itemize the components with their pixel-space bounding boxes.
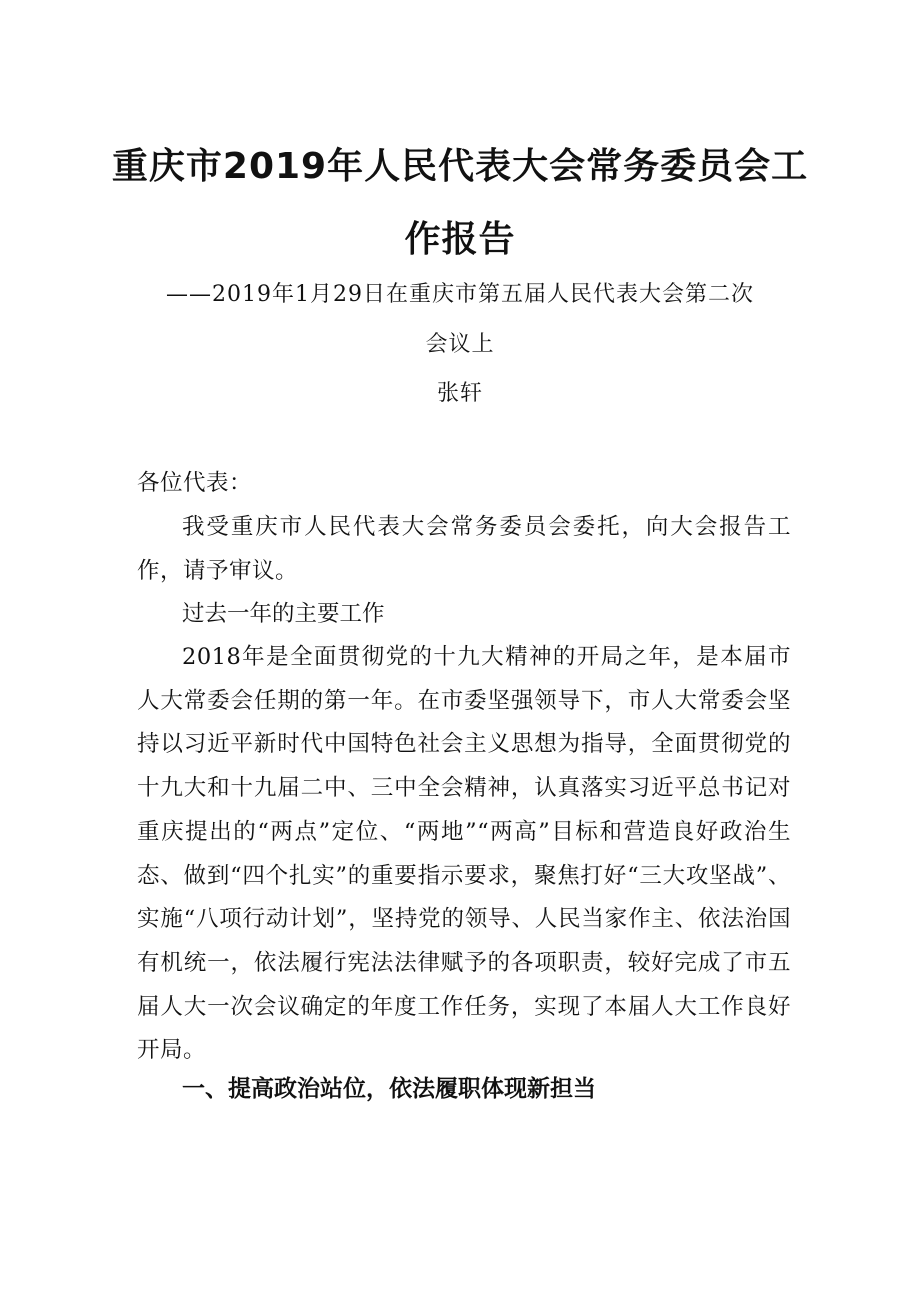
subtitle-line-2: 会议上 [425,332,495,357]
subtitle-line-1: ——2019年1月29日在重庆市第五届人民代表大会第二次 [166,282,754,307]
author-name: 张轩 [436,381,483,406]
paragraph-2018-summary: 2018年是全面贯彻党的十九大精神的开局之年，是本届市人大常委会任期的第一年。在市委坚强领导下，市人大常委会坚持以习近平新时代中国特色社会主义思想为指导，全面贯彻党的十九大和十九届二中、三中全会精神，认真落实习近平总书记对重庆提出的“两点”定位、“两地”“两高”目标和营造良好政治生态、做到“四个扎实”的重要指示要求，聚焦打好“三大攻坚战”、实施“八项行动计划”，坚持党的领导、人民当家作主、依法治国有机统一，依法履行宪法法律赋予的各项职责，较好完成了市五届人大一次会议确定的年度工作任务，实现了本届人大工作良好开局。 [137,644,791,1064]
document-title-line-1: 重庆市2019年人民代表大会常务委员会工 [111,146,809,187]
section-heading-past-year: 过去一年的主要工作 [182,601,385,627]
section-heading-one: 一、提高政治站位，依法履职体现新担当 [182,1076,596,1102]
paragraph-intro: 我受重庆市人民代表大会常务委员会委托，向大会报告工作，请予审议。 [137,514,791,584]
salutation: 各位代表： [137,470,253,496]
document-title-line-2: 作报告 [404,219,516,260]
